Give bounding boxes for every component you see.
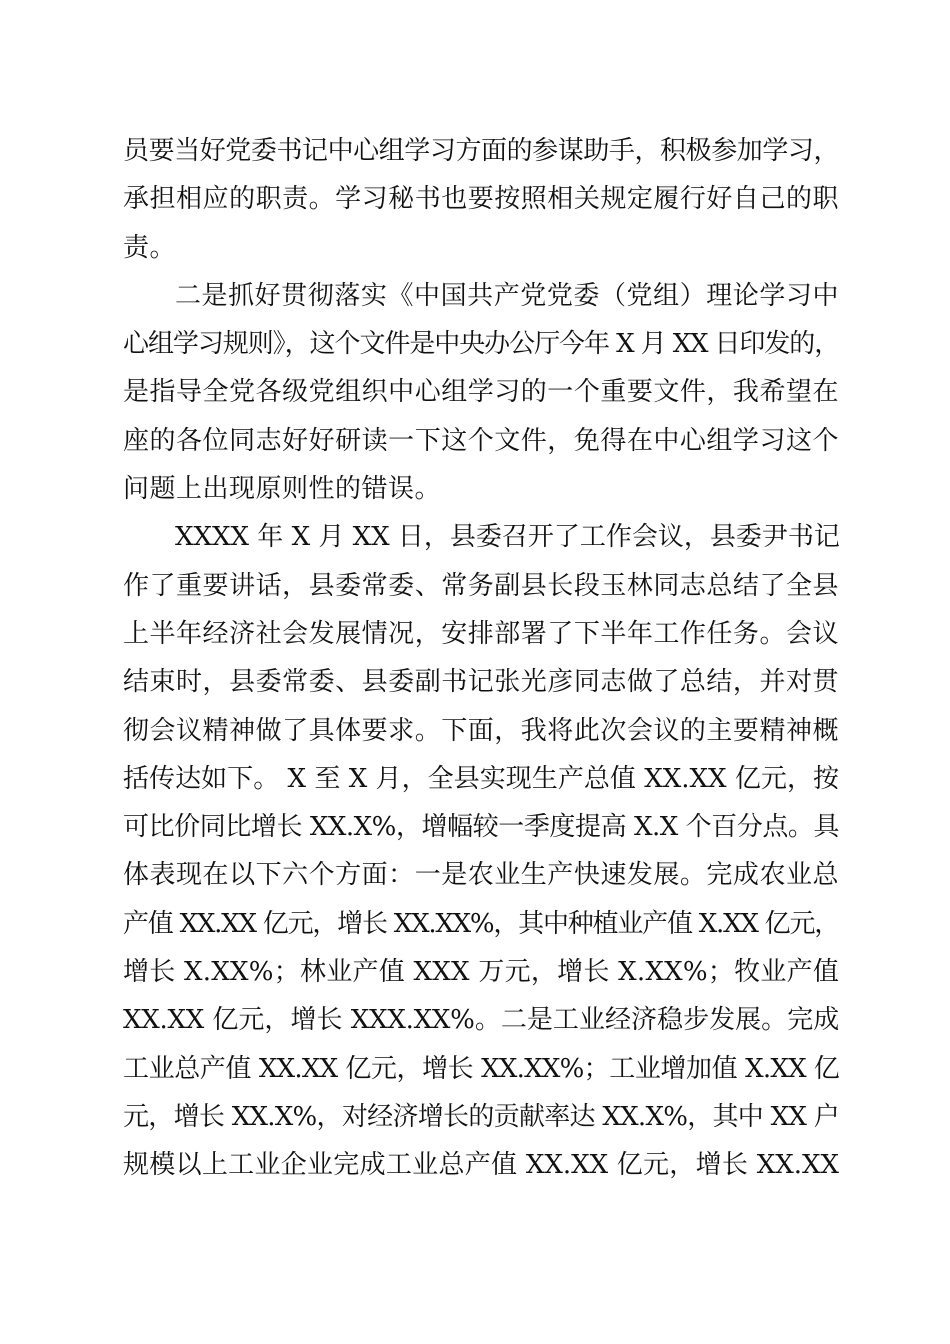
text-line: 是指导全党各级党组织中心组学习的一个重要文件，我希望在 [123, 377, 839, 408]
text-line: 括传达如下。 X 至 X 月，全县实现生产总值 XX.XX 亿元，按 [123, 763, 839, 794]
text-line: 增长 X.XX%；林业产值 XXX 万元，增长 X.XX%；牧业产值 [123, 957, 840, 988]
document-body [123, 127, 839, 1190]
text-line: 产值 XX.XX 亿元，增长 XX.XX%，其中种植业产值 X.XX 亿元， [123, 908, 839, 939]
text-line: 责。 [123, 232, 177, 263]
text-line: 彻会议精神做了具体要求。下面，我将此次会议的主要精神概 [123, 715, 839, 746]
text-line: 体表现在以下六个方面：一是农业生产快速发展。完成农业总 [123, 860, 839, 891]
text-line: 作了重要讲话，县委常委、常务副县长段玉林同志总结了全县 [123, 570, 839, 601]
text-line: 座的各位同志好好研读一下这个文件，免得在中心组学习这个 [123, 425, 839, 456]
text-line: 规模以上工业企业完成工业总产值 XX.XX 亿元，增长 XX.XX [123, 1150, 839, 1181]
text-line: 员要当好党委书记中心组学习方面的参谋助手，积极参加学习， [123, 136, 839, 166]
text-line: 承担相应的职责。学习秘书也要按照相关规定履行好自己的职 [123, 184, 839, 215]
text-line: XX.XX 亿元，增长 XXX.XX%。二是工业经济稳步发展。完成 [123, 1005, 839, 1036]
text-line: 可比价同比增长 XX.X%，增幅较一季度提高 X.X 个百分点。具 [123, 812, 839, 843]
text-line: 心组学习规则》，这个文件是中央办公厅今年 X 月 XX 日印发的， [123, 329, 839, 360]
paragraph-3 [123, 513, 839, 1189]
text-line: 上半年经济社会发展情况，安排部署了下半年工作任务。会议 [123, 618, 839, 649]
text-line: 元，增长 XX.X%，对经济增长的贡献率达 XX.X%，其中 XX 户 [123, 1101, 839, 1132]
paragraph-1 [123, 127, 839, 272]
text-line: 工业总产值 XX.XX 亿元，增长 XX.XX%；工业增加值 X.XX 亿 [123, 1053, 839, 1084]
text-line: 问题上出现原则性的错误。 [123, 474, 442, 505]
text-line: 二是抓好贯彻落实《中国共产党党委（党组）理论学习中 [175, 280, 839, 311]
text-line: 结束时，县委常委、县委副书记张光彦同志做了总结，并对贯 [123, 667, 839, 698]
text-line: XXXX 年 X 月 XX 日，县委召开了工作会议，县委尹书记 [175, 522, 840, 553]
paragraph-2 [123, 272, 839, 513]
